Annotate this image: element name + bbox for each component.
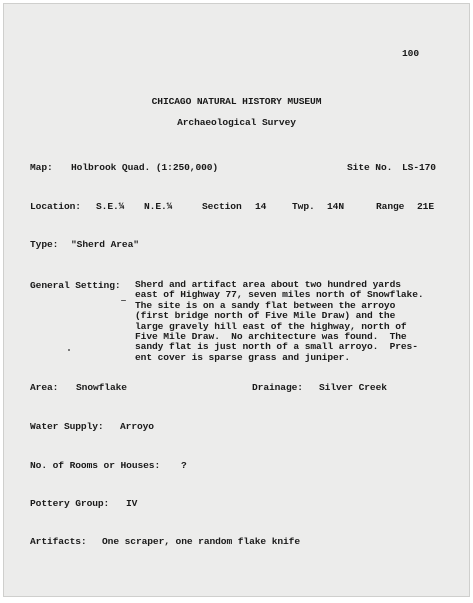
location-label: Location: — [30, 201, 81, 212]
map-label: Map: — [30, 162, 53, 173]
township-label: Twp. — [292, 201, 315, 212]
site-label: Site No. — [347, 162, 393, 173]
type-value: "Sherd Area" — [71, 239, 139, 250]
general-setting-line: Five Mile Draw. No architecture was found. The — [135, 331, 407, 343]
drainage-value: Silver Creek — [319, 382, 387, 393]
township-value: 14N — [327, 201, 344, 212]
location-quarter-1: S.E.¼ — [96, 201, 125, 212]
general-setting-line: large gravely hill east of the highway, north of — [135, 320, 407, 332]
site-value: LS-170 — [402, 162, 436, 173]
water-supply-label: Water Supply: — [30, 421, 104, 432]
artifacts-label: Artifacts: — [30, 536, 87, 547]
page-number: 100 — [402, 48, 419, 59]
water-supply-value: Arroyo — [120, 421, 154, 432]
general-setting-line: sandy flat is just north of a small arroyo. Pres- — [135, 341, 418, 353]
general-setting-label: General Setting: — [30, 280, 121, 291]
section-value: 14 — [255, 201, 267, 212]
survey-heading: Archaeological Survey — [177, 117, 296, 128]
section-label: Section — [202, 201, 242, 212]
general-setting-line: Sherd and artifact area about two hundred yards — [135, 279, 401, 290]
rooms-value: ? — [181, 460, 187, 471]
pottery-group-label: Pottery Group: — [30, 498, 110, 509]
map-value: Holbrook Quad. (1:250,000) — [71, 162, 219, 173]
general-setting-line: east of Highway 77, seven miles north of Snowflake. — [135, 289, 424, 301]
location-quarter-2: N.E.¼ — [144, 201, 173, 212]
artifacts-value: One scraper, one random flake knife — [102, 536, 301, 547]
stray-dot — [68, 349, 70, 351]
general-setting-line: ent cover is sparse grass and juniper. — [135, 351, 350, 363]
general-setting-line: The site is on a sandy flat between the arroyo — [135, 299, 396, 311]
general-setting-text — [135, 280, 435, 363]
type-label: Type: — [30, 239, 59, 250]
institution-heading: CHICAGO NATURAL HISTORY MUSEUM — [151, 96, 322, 107]
area-label: Area: — [30, 382, 59, 393]
pottery-group-value: IV — [126, 498, 138, 509]
area-value: Snowflake — [76, 382, 127, 393]
stray-mark — [121, 300, 126, 301]
drainage-label: Drainage: — [252, 382, 303, 393]
survey-record-sheet — [3, 3, 470, 597]
rooms-label: No. of Rooms or Houses: — [30, 460, 161, 471]
range-value: 21E — [417, 201, 434, 212]
general-setting-line: (first bridge north of Five Mile Draw) and the — [135, 310, 396, 322]
range-label: Range — [376, 201, 405, 212]
